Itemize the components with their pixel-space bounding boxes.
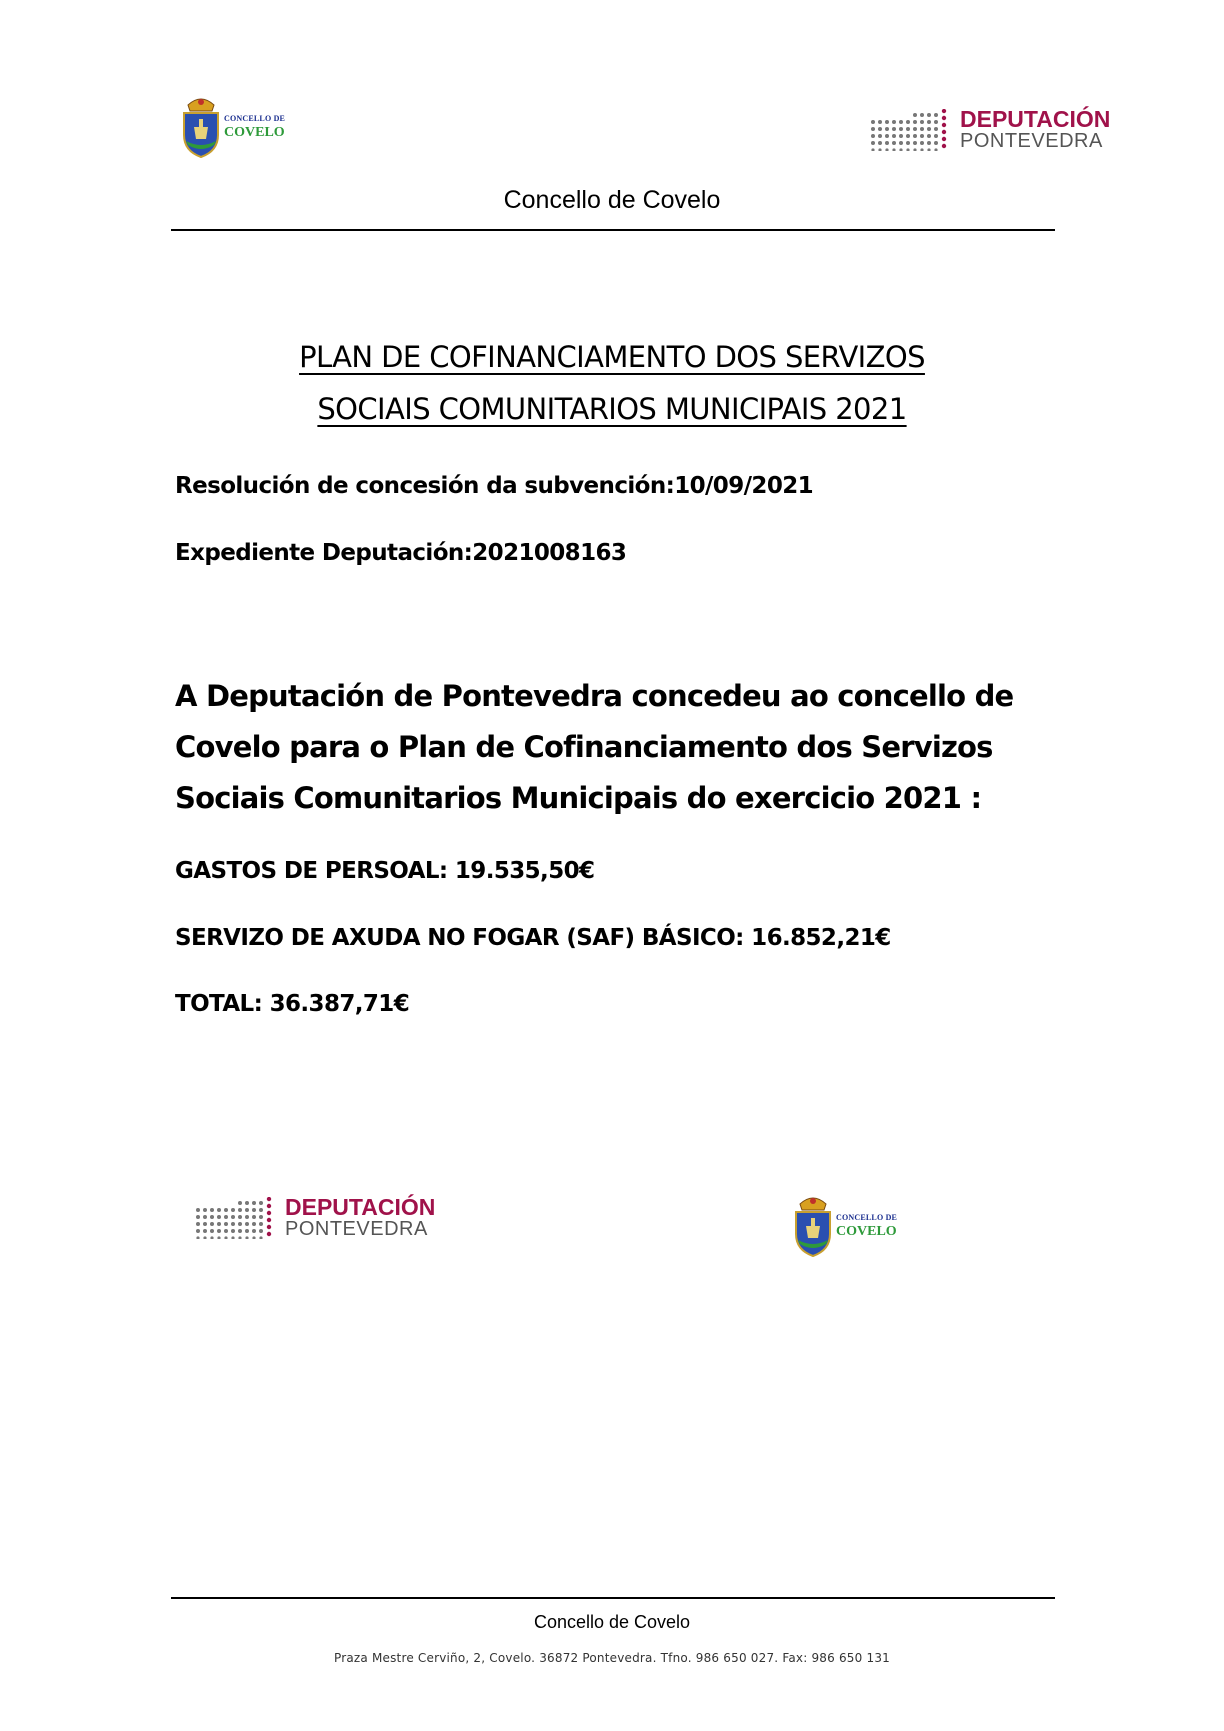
header-title: Concello de Covelo [503, 186, 721, 214]
document-title-line1: PLAN DE COFINANCIAMENTO DOS SERVIZOS [299, 340, 925, 374]
bottom-deputacion-logo-bottom: PONTEVEDRA [285, 1218, 428, 1240]
grant-paragraph-line3: Sociais Comunitarios Municipais do exercicio 2021 : [175, 781, 982, 815]
covelo-logo-big: COVELO [224, 124, 285, 140]
footer-divider [171, 1597, 1055, 1599]
bottom-covelo-logo [792, 1194, 897, 1258]
deputacion-logo-bottom: PONTEVEDRA [960, 130, 1103, 152]
covelo-crest-icon [792, 1194, 834, 1258]
deputacion-logo [870, 108, 1110, 151]
deputacion-dots-icon [195, 1197, 277, 1239]
covelo-logo-small: CONCELLO DE [224, 113, 286, 123]
total-amount: TOTAL: 36.387,71€ [175, 991, 410, 1017]
footer-address: Praza Mestre Cerviño, 2, Covelo. 36872 Pontevedra. Tfno. 986 650 027. Fax: 986 650 131 [333, 1651, 890, 1665]
expediente-number: Expediente Deputación:2021008163 [175, 540, 627, 566]
grant-paragraph-line2: Covelo para o Plan de Cofinanciamento dos Servizos [175, 730, 993, 764]
bottom-deputacion-logo [195, 1196, 435, 1239]
saf-amount: SERVIZO DE AXUDA NO FOGAR (SAF) BÁSICO: 16.852,21€ [175, 925, 891, 951]
resolution-date: Resolución de concesión da subvención:10/09/2021 [175, 473, 814, 499]
covelo-crest-icon [180, 95, 222, 159]
grant-paragraph-line1: A Deputación de Pontevedra concedeu ao concello de [175, 679, 1014, 713]
bottom-covelo-logo-small: CONCELLO DE [836, 1212, 898, 1222]
deputacion-logo-top: DEPUTACIÓN [960, 106, 1111, 132]
covelo-logo [180, 95, 285, 159]
gastos-persoal-amount: GASTOS DE PERSOAL: 19.535,50€ [175, 858, 595, 884]
bottom-deputacion-logo-top: DEPUTACIÓN [285, 1194, 436, 1220]
bottom-covelo-logo-big: COVELO [836, 1223, 897, 1239]
deputacion-dots-icon [870, 109, 952, 151]
header-divider [171, 229, 1055, 231]
document-title-line2: SOCIAIS COMUNITARIOS MUNICIPAIS 2021 [317, 392, 907, 426]
footer-title: Concello de Covelo [533, 1612, 691, 1632]
